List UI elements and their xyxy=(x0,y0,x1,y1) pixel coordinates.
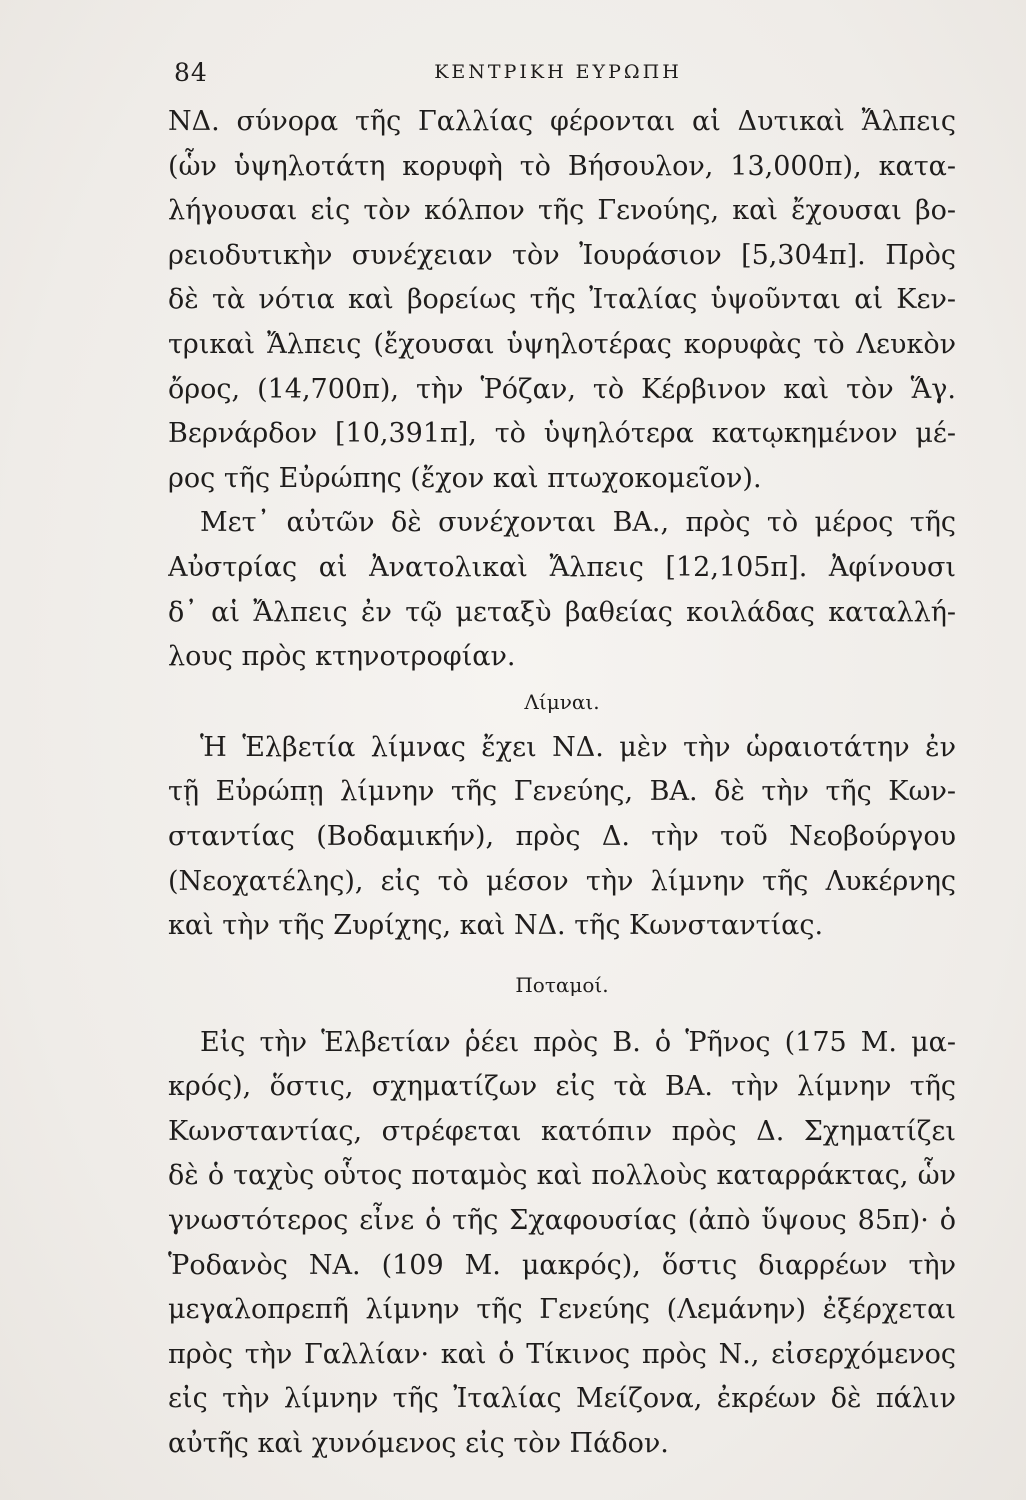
text-line: τῇ Εὐρώπῃ λίμνην τῆς Γενεύης, ΒΑ. δὲ τὴν τῆς Κων- xyxy=(168,776,956,808)
text-line: αὐτῆς καὶ χυνόμενος εἰς τὸν Πάδον. xyxy=(168,1428,669,1460)
paragraph-alps xyxy=(168,100,956,501)
text-line: Ῥοδανὸς ΝΑ. (109 Μ. μακρός), ὅστις διαρρέων τὴν xyxy=(168,1249,956,1281)
text-line: εἰς τὴν λίμνην τῆς Ἰταλίας Μείζονα, ἐκρέων δὲ πάλιν xyxy=(168,1383,956,1415)
text-line: δὲ τὰ νότια καὶ βορείως τῆς Ἰταλίας ὑψοῦνται αἱ Κεν- xyxy=(168,284,956,316)
text-line: τρικαὶ Ἄλπεις (ἔχουσαι ὑψηλοτέρας κορυφὰς τὸ Λευκὸν xyxy=(168,328,956,360)
text-line: λήγουσαι εἰς τὸν κόλπον τῆς Γενούης, καὶ ἔχουσαι βο- xyxy=(168,195,956,227)
page-header xyxy=(168,58,948,92)
text-line: Ἡ Ἑλβετία λίμνας ἔχει ΝΔ. μὲν τὴν ὡραιοτάτην ἐν xyxy=(200,731,956,763)
text-line: κρός), ὅστις, σχηματίζων εἰς τὰ ΒΑ. τὴν λίμνην τῆς xyxy=(168,1071,956,1103)
text-line: ὄρος, (14,700π), τὴν Ῥόζαν, τὸ Κέρβινον καὶ τὸν Ἅγ. xyxy=(168,373,956,405)
text-line: ρειοδυτικὴν συνέχειαν τὸν Ἰουράσιον [5,304π]. Πρὸς xyxy=(168,239,956,271)
main-text xyxy=(168,100,956,1467)
running-title: ΚΕΝΤΡΙΚΗ ΕΥΡΩΠΗ xyxy=(434,61,682,83)
text-line: σταντίας (Βοδαμικήν), πρὸς Δ. τὴν τοῦ Νεοβούργου xyxy=(168,820,956,852)
text-line: (Νεοχατέλης), εἰς τὸ μέσον τὴν λίμνην τῆς Λυκέρνης xyxy=(168,865,956,897)
text-line: μεγαλοπρεπῆ λίμνην τῆς Γενεύης (Λεμάνην) ἐξέρχεται xyxy=(168,1294,956,1326)
page-number: 84 xyxy=(174,58,208,87)
paragraph-rivers xyxy=(168,1021,956,1467)
text-line: Μετ᾽ αὐτῶν δὲ συνέχονται ΒΑ., πρὸς τὸ μέρος τῆς xyxy=(200,507,956,539)
paragraph-lakes xyxy=(168,726,956,949)
paragraph-eastern-alps xyxy=(168,501,956,679)
section-heading-rivers: Ποταμοί. xyxy=(515,972,609,997)
text-line: Αὐστρίας αἱ Ἀνατολικαὶ Ἄλπεις [12,105π]. Ἀφίνουσι xyxy=(168,551,956,583)
text-line: Κωνσταντίας, στρέφεται κατόπιν πρὸς Δ. Σχηματίζει xyxy=(168,1115,956,1147)
text-line: Βερνάρδον [10,391π], τὸ ὑψηλότερα κατῳκημένον μέ- xyxy=(168,418,956,450)
text-line: δ᾽ αἱ Ἄλπεις ἐν τῷ μεταξὺ βαθείας κοιλάδας καταλλή- xyxy=(168,596,956,628)
text-line: ρος τῆς Εὐρώπης (ἔχον καὶ πτωχοκομεῖον). xyxy=(168,462,762,494)
section-heading-lakes: Λίμναι. xyxy=(524,689,600,714)
text-line: Εἰς τὴν Ἑλβετίαν ῥέει πρὸς Β. ὁ Ῥῆνος (175 Μ. μα- xyxy=(200,1026,956,1058)
text-line: πρὸς τὴν Γαλλίαν· καὶ ὁ Τίκινος πρὸς Ν., εἰσερχόμενος xyxy=(168,1338,956,1370)
text-line: (ὧν ὑψηλοτάτη κορυφὴ τὸ Βήσουλον, 13,000π), κατα- xyxy=(168,150,956,182)
text-line: λους πρὸς κτηνοτροφίαν. xyxy=(168,641,516,673)
text-line: καὶ τὴν τῆς Ζυρίχης, καὶ ΝΔ. τῆς Κωνσταντίας. xyxy=(168,910,824,942)
text-line: δὲ ὁ ταχὺς οὗτος ποταμὸς καὶ πολλοὺς καταρράκτας, ὧν xyxy=(168,1160,956,1192)
text-line: γνωστότερος εἶνε ὁ τῆς Σχαφουσίας (ἀπὸ ὕψους 85π)· ὁ xyxy=(168,1205,956,1237)
text-line: ΝΔ. σύνορα τῆς Γαλλίας φέρονται αἱ Δυτικαὶ Ἄλπεις xyxy=(168,106,956,137)
